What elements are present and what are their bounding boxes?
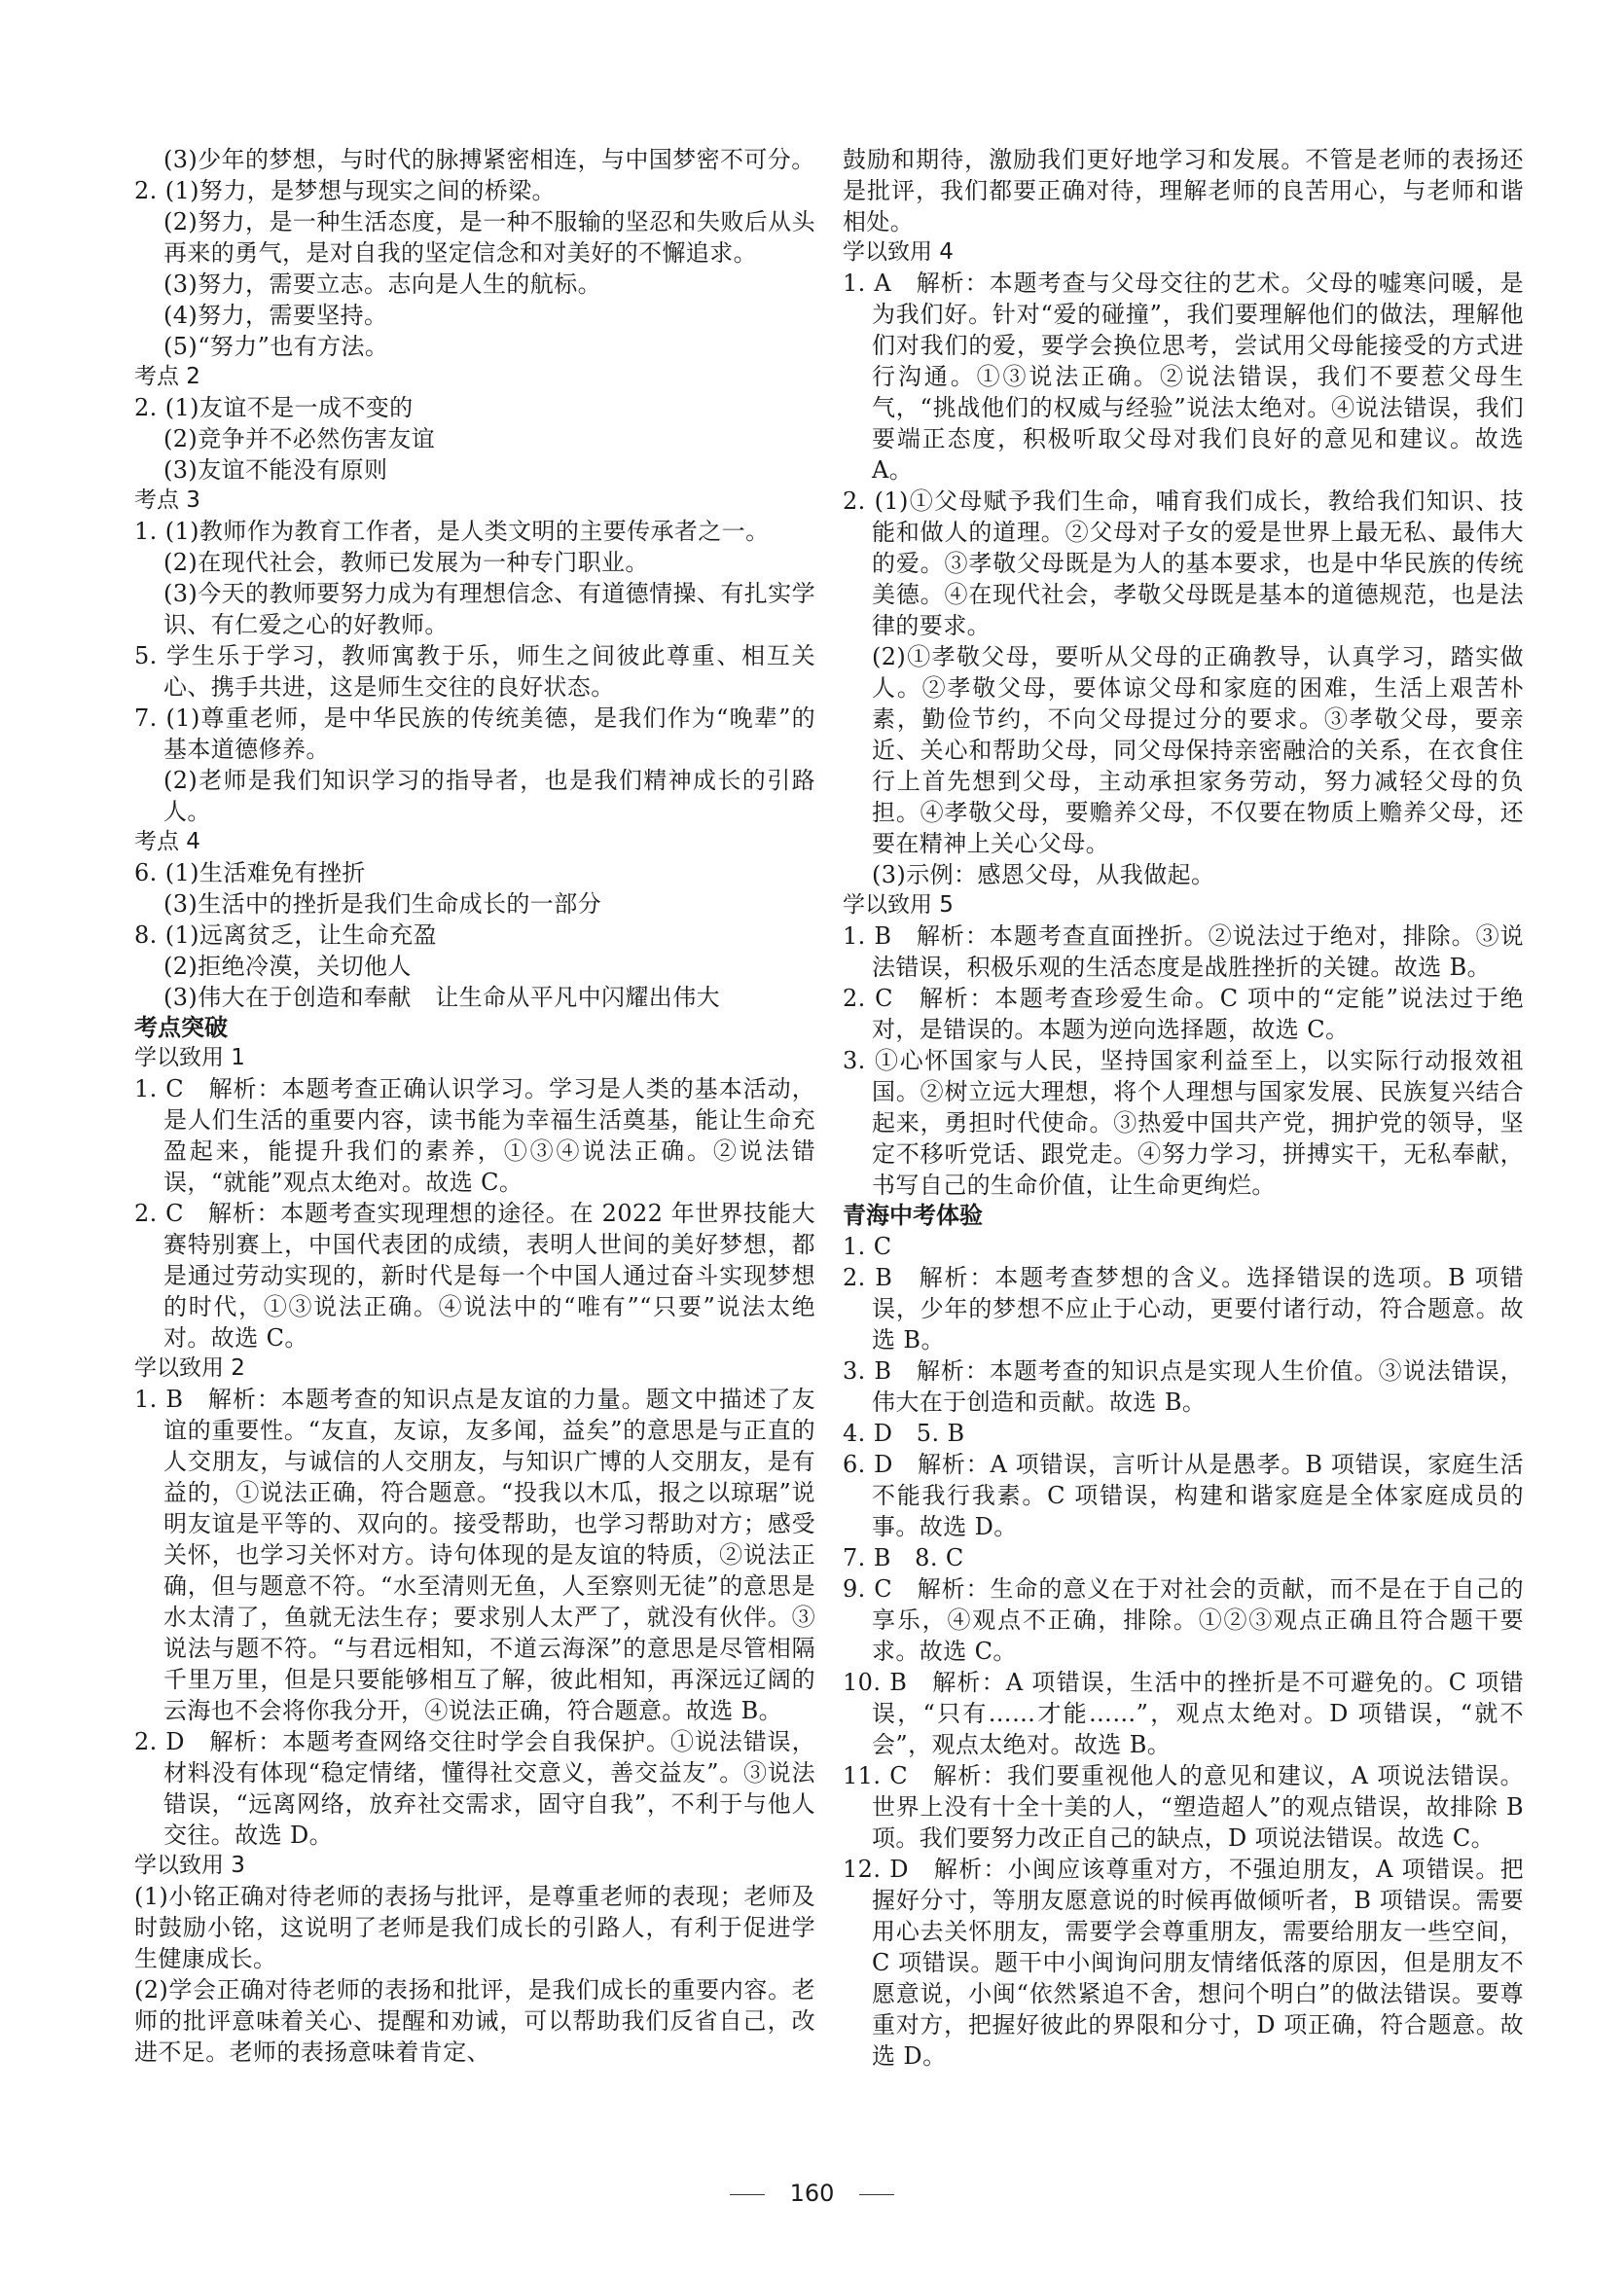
answer-item: 2. B 解析：本题考查梦想的含义。选择错误的选项。B 项错误，少年的梦想不应止于心动，更要付诸行动，符合题意。故选 B。: [843, 1264, 1524, 1354]
answer-subpart: (3)少年的梦想，与时代的脉搏紧密相连，与中国梦密不可分。: [163, 146, 815, 173]
answer-subpart: (3)示例：感恩父母，从我做起。: [872, 861, 1215, 888]
answer-item: 2. C 解析：本题考查珍爱生命。C 项中的“定能”说法过于绝对，是错误的。本题为逆向选择题，故选 C。: [843, 985, 1524, 1043]
answer-item: 9. C 解析：生命的意义在于对社会的贡献，而不是在于自己的享乐，④观点不正确，排除。①②③观点正确且符合题干要求。故选 C。: [843, 1575, 1524, 1665]
answer-item: 7. B 8. C: [843, 1544, 964, 1571]
section-heading: 青海中考体验: [843, 1202, 983, 1229]
footer-dash-right: [859, 2194, 894, 2195]
answer-item: 7. (1)尊重老师，是中华民族的传统美德，是我们作为“晚辈”的基本道德修养。: [134, 704, 815, 763]
section-heading: 学以致用 1: [134, 1045, 245, 1070]
answer-item: 2. C 解析：本题考查实现理想的途径。在 2022 年世界技能大赛特别赛上，中国代表团的成绩，表明人世间的美好梦想，都是通过劳动实现的，新时代是每一个中国人通过奋斗实现梦想的时代，①③说法正确。④说法中的“唯有”“只要”说法太绝对。故选 C。: [134, 1200, 815, 1352]
answer-subpart: (3)今天的教师要努力成为有理想信念、有道德情操、有扎实学识、有仁爱之心的好教师。: [163, 580, 815, 638]
answer-item: 1. (1)教师作为教育工作者，是人类文明的主要传承者之一。: [134, 518, 770, 545]
answer-paragraph: 鼓励和期待，激励我们更好地学习和发展。不管是老师的表扬还是批评，我们都要正确对待，理解老师的良苦用心，与老师和谐相处。: [843, 146, 1524, 235]
answer-item: 2. (1)友谊不是一成不变的: [134, 394, 414, 421]
page-footer: [0, 2180, 1624, 2207]
answer-item: 5. 学生乐于学习，教师寓教于乐，师生之间彼此尊重、相互关心、携手共进，这是师生交往的良好状态。: [134, 642, 815, 701]
answer-item: 1. C: [843, 1233, 892, 1260]
answer-item: 2. (1)努力，是梦想与现实之间的桥梁。: [134, 177, 556, 204]
section-heading: 学以致用 3: [134, 1853, 245, 1878]
answer-item: 3. ①心怀国家与人民，坚持国家利益至上，以实际行动报效祖国。②树立远大理想，将个人理想与国家发展、民族复兴结合起来，勇担时代使命。③热爱中国共产党，拥护党的领导，坚定不移听党话、跟党走。④努力学习，拼搏实干，无私奉献，书写自己的生命价值，让生命更绚烂。: [843, 1047, 1524, 1199]
section-heading: 学以致用 5: [843, 892, 954, 918]
answer-subpart: (2)拒绝冷漠，关切他人: [163, 953, 412, 980]
right-column: [843, 144, 1524, 2072]
answer-subpart: (2)①孝敬父母，要听从父母的正确教导，认真学习，踏实做人。②孝敬父母，要体谅父母和家庭的困难，生活上艰苦朴素，勤俭节约，不向父母提过分的要求。③孝敬父母，要亲近、关心和帮助父母，同父母保持亲密融洽的关系，在衣食住行上首先想到父母，主动承担家务劳动，努力减轻父母的负担。④孝敬父母，要赡养父母，不仅要在物质上赡养父母，还要在精神上关心父母。: [872, 643, 1524, 857]
answer-subpart: (3)友谊不能没有原则: [163, 456, 388, 484]
answer-item: 8. (1)远离贫乏，让生命充盈: [134, 921, 437, 949]
section-heading: 考点突破: [134, 1014, 228, 1041]
answer-item: 2. (1)①父母赋予我们生命，哺育我们成长，教给我们知识、技能和做人的道理。②父母对子女的爱是世界上最无私、最伟大的爱。③孝敬父母既是为人的基本要求，也是中华民族的传统美德。④在现代社会，孝敬父母既是基本的道德规范，也是法律的要求。: [843, 487, 1524, 639]
answer-subpart: (2)老师是我们知识学习的指导者，也是我们精神成长的引路人。: [163, 767, 815, 825]
section-heading: 考点 2: [134, 364, 200, 389]
answer-subpart: (2)在现代社会，教师已发展为一种专门职业。: [163, 549, 649, 576]
answer-item: 6. (1)生活难免有挫折: [134, 859, 366, 886]
answer-item: 6. D 解析：A 项错误，言听计从是愚孝。B 项错误，家庭生活不能我行我素。C 项错误，构建和谐家庭是全体家庭成员的事。故选 D。: [843, 1451, 1524, 1540]
section-heading: 考点 4: [134, 829, 200, 854]
answer-subpart: (3)伟大在于创造和奉献 让生命从平凡中闪耀出伟大: [163, 984, 720, 1011]
answer-item: 10. B 解析：A 项错误，生活中的挫折是不可避免的。C 项错误，“只有……才能……”，观点太绝对。D 项错误，“就不会”，观点太绝对。故选 B。: [843, 1669, 1524, 1758]
page-number: 160: [789, 2180, 835, 2207]
answer-item: 2. D 解析：本题考查网络交往时学会自我保护。①说法错误，材料没有体现“稳定情绪，懂得社交意义，善交益友”。③说法错误，“远离网络，放弃社交需求，固守自我”，不利于与他人交往。故选 D。: [134, 1728, 815, 1849]
answer-subpart: (2)竞争并不必然伤害友谊: [163, 425, 436, 452]
section-heading: 学以致用 2: [134, 1355, 245, 1381]
section-heading: 考点 3: [134, 487, 200, 513]
answer-item: 12. D 解析：小闽应该尊重对方，不强迫朋友，A 项错误。把握好分寸，等朋友愿意说的时候再做倾听者，B 项错误。需要用心去关怀朋友，需要学会尊重朋友，需要给朋友一些空间，C 项错误。题干中小闽询问朋友情绪低落的原因，但是朋友不愿意说，小闽“依然紧追不舍，想问个明白”的做法错误。要尊重对方，把握好彼此的界限和分寸，D 项正确，符合题意。故选 D。: [843, 1856, 1524, 2070]
answer-paragraph: (1)小铭正确对待老师的表扬与批评，是尊重老师的表现；老师及时鼓励小铭，这说明了老师是我们成长的引路人，有利于促进学生健康成长。: [134, 1883, 815, 1972]
answer-item: 1. B 解析：本题考查直面挫折。②说法过于绝对，排除。③说法错误，积极乐观的生活态度是战胜挫折的关键。故选 B。: [843, 922, 1524, 981]
answer-item: 1. C 解析：本题考查正确认识学习。学习是人类的基本活动，是人们生活的重要内容，读书能为幸福生活奠基，能让生命充盈起来，能提升我们的素养，①③④说法正确。②说法错误，“就能”观点太绝对。故选 C。: [134, 1075, 815, 1196]
answer-item: 1. A 解析：本题考查与父母交往的艺术。父母的嘘寒问暖，是为我们好。针对“爱的碰撞”，我们要理解他们的做法，理解他们对我们的爱，要学会换位思考，尝试用父母能接受的方式进行沟通。①③说法正确。②说法错误，我们不要惹父母生气，“挑战他们的权威与经验”说法太绝对。④说法错误，我们要端正态度，积极听取父母对我们良好的意见和建议。故选 A。: [843, 270, 1524, 484]
answer-item: 11. C 解析：我们要重视他人的意见和建议，A 项说法错误。世界上没有十全十美的人，“塑造超人”的观点错误，故排除 B 项。我们要努力改正自己的缺点，D 项说法错误。故选 C。: [843, 1762, 1524, 1852]
answer-subpart: (2)努力，是一种生活态度，是一种不服输的坚忍和失败后从头再来的勇气，是对自我的坚定信念和对美好的不懈追求。: [163, 208, 815, 267]
answer-item: 1. B 解析：本题考查的知识点是友谊的力量。题文中描述了友谊的重要性。“友直，友谅，友多闻，益矣”的意思是与正直的人交朋友，与诚信的人交朋友，与知识广博的人交朋友，是有益的，①说法正确，符合题意。“投我以木瓜，报之以琼琚”说明友谊是平等的、双向的。接受帮助，也学习帮助对方；感受关怀，也学习关怀对方。诗句体现的是友谊的特质，②说法正确，但与题意不符。“水至清则无鱼，人至察则无徒”的意思是水太清了，鱼就无法生存；要求别人太严了，就没有伙伴。③说法与题不符。“与君远相知，不道云海深”的意思是尽管相隔千里万里，但是只要能够相互了解，彼此相知，再深远辽阔的云海也不会将你我分开，④说法正确，符合题意。故选 B。: [134, 1386, 815, 1724]
answer-subpart: (4)努力，需要坚持。: [163, 302, 388, 329]
section-heading: 学以致用 4: [843, 239, 954, 265]
answer-paragraph: (2)学会正确对待老师的表扬和批评，是我们成长的重要内容。老师的批评意味着关心、提醒和劝诫，可以帮助我们反省自己，改进不足。老师的表扬意味着肯定、: [134, 1976, 815, 2066]
left-column: [134, 144, 815, 2068]
answer-item: 3. B 解析：本题考查的知识点是实现人生价值。③说法错误，伟大在于创造和贡献。故选 B。: [843, 1357, 1524, 1416]
footer-dash-left: [730, 2194, 765, 2195]
answer-subpart: (3)生活中的挫折是我们生命成长的一部分: [163, 890, 601, 918]
answer-item: 4. D 5. B: [843, 1420, 965, 1447]
answer-subpart: (5)“努力”也有方法。: [163, 333, 389, 360]
answer-subpart: (3)努力，需要立志。志向是人生的航标。: [163, 271, 601, 298]
